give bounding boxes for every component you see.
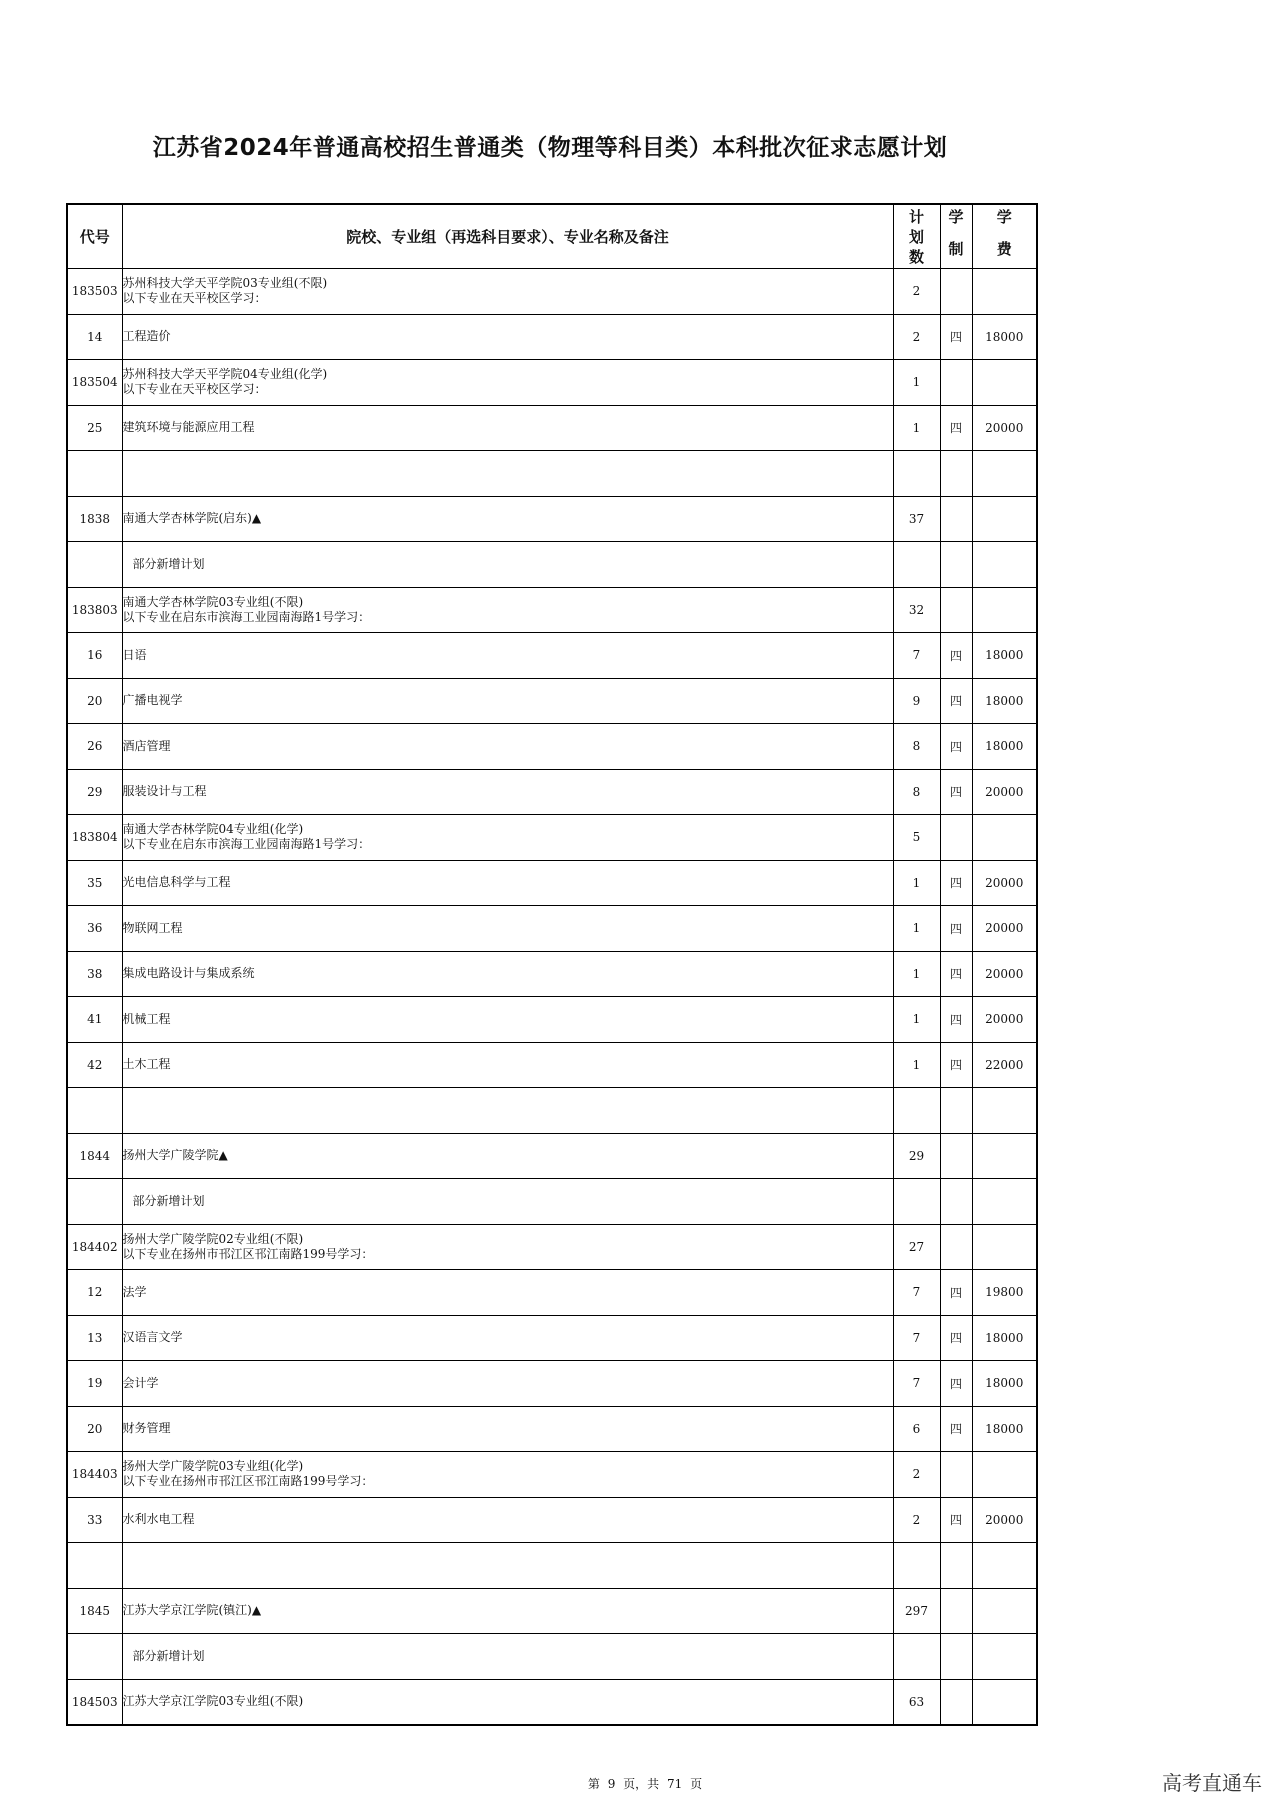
row-tuition-fee: 20000 xyxy=(972,906,1037,952)
row-name-cell xyxy=(122,678,893,724)
row-name-cell xyxy=(122,860,893,906)
row-name-cell xyxy=(122,1315,893,1361)
row-name: 部分新增计划 xyxy=(132,1193,205,1208)
row-name: 土木工程 xyxy=(122,1057,171,1072)
row-name-cell xyxy=(122,1088,893,1134)
row-study-years: 四 xyxy=(940,1497,972,1543)
row-tuition-fee: 22000 xyxy=(972,1042,1037,1088)
table-row xyxy=(67,314,1037,360)
row-name: 扬州大学广陵学院03专业组(化学) xyxy=(122,1459,304,1474)
row-code: 35 xyxy=(67,860,122,906)
row-study-years xyxy=(940,1543,972,1589)
row-study-years: 四 xyxy=(940,724,972,770)
header-fee: 学 费 xyxy=(972,204,1037,269)
row-tuition-fee xyxy=(972,1634,1037,1680)
row-tuition-fee: 19800 xyxy=(972,1270,1037,1316)
row-code: 183804 xyxy=(67,815,122,861)
row-name: 法学 xyxy=(122,1284,147,1299)
row-code xyxy=(67,542,122,588)
table-row xyxy=(67,269,1037,315)
table-row xyxy=(67,1270,1037,1316)
footer-suffix: 页 xyxy=(690,1777,703,1791)
row-code: 29 xyxy=(67,769,122,815)
table-row xyxy=(67,633,1037,679)
row-tuition-fee: 20000 xyxy=(972,769,1037,815)
row-tuition-fee: 20000 xyxy=(972,1497,1037,1543)
row-plan-count xyxy=(893,1179,940,1225)
row-study-years xyxy=(940,1588,972,1634)
row-name: 服装设计与工程 xyxy=(122,784,207,799)
table-row xyxy=(67,815,1037,861)
row-code: 20 xyxy=(67,678,122,724)
row-code: 20 xyxy=(67,1406,122,1452)
row-tuition-fee xyxy=(972,1543,1037,1589)
row-name: 光电信息科学与工程 xyxy=(122,875,231,890)
row-name-cell xyxy=(122,314,893,360)
row-name-cell xyxy=(122,451,893,497)
row-plan-count: 63 xyxy=(893,1679,940,1725)
row-plan-count: 7 xyxy=(893,633,940,679)
row-name: 部分新增计划 xyxy=(132,1648,205,1663)
row-plan-count xyxy=(893,1634,940,1680)
row-name: 南通大学杏林学院(启东)▲ xyxy=(122,511,262,526)
row-name-cell xyxy=(122,1270,893,1316)
row-name: 建筑环境与能源应用工程 xyxy=(122,420,255,435)
row-name-cell xyxy=(122,951,893,997)
row-tuition-fee xyxy=(972,360,1037,406)
row-name-cell xyxy=(122,815,893,861)
row-name-cell xyxy=(122,1588,893,1634)
row-study-years xyxy=(940,269,972,315)
row-name-cell xyxy=(122,405,893,451)
row-study-years: 四 xyxy=(940,1406,972,1452)
row-study-years: 四 xyxy=(940,633,972,679)
row-code: 184402 xyxy=(67,1224,122,1270)
row-plan-count: 7 xyxy=(893,1315,940,1361)
row-name: 机械工程 xyxy=(122,1011,171,1026)
row-code: 33 xyxy=(67,1497,122,1543)
row-name-cell xyxy=(122,496,893,542)
header-plan: 计 划 数 xyxy=(893,204,940,269)
row-code: 16 xyxy=(67,633,122,679)
row-study-years xyxy=(940,542,972,588)
row-code: 183803 xyxy=(67,587,122,633)
table-row xyxy=(67,542,1037,588)
row-plan-count: 1 xyxy=(893,951,940,997)
row-name: 广播电视学 xyxy=(122,693,183,708)
row-plan-count xyxy=(893,451,940,497)
row-study-years: 四 xyxy=(940,1270,972,1316)
row-code: 183504 xyxy=(67,360,122,406)
row-tuition-fee: 18000 xyxy=(972,1406,1037,1452)
row-code xyxy=(67,1179,122,1225)
row-study-years xyxy=(940,1634,972,1680)
row-note: 以下专业在天平校区学习： xyxy=(122,291,267,306)
row-plan-count: 1 xyxy=(893,405,940,451)
row-name: 江苏大学京江学院(镇江)▲ xyxy=(122,1603,262,1618)
watermark: 高考直通车 xyxy=(1162,1771,1262,1795)
table-row xyxy=(67,906,1037,952)
row-code: 183503 xyxy=(67,269,122,315)
row-plan-count: 2 xyxy=(893,1452,940,1498)
row-study-years xyxy=(940,1679,972,1725)
row-name-cell xyxy=(122,1543,893,1589)
row-code xyxy=(67,1543,122,1589)
row-note: 以下专业在启东市滨海工业园南海路1号学习： xyxy=(122,837,371,852)
row-name-cell xyxy=(122,906,893,952)
table-row xyxy=(67,1315,1037,1361)
row-name-cell xyxy=(122,542,893,588)
row-name: 部分新增计划 xyxy=(132,556,205,571)
row-study-years xyxy=(940,1133,972,1179)
row-tuition-fee: 18000 xyxy=(972,724,1037,770)
row-code: 184403 xyxy=(67,1452,122,1498)
table-row xyxy=(67,496,1037,542)
row-code: 1838 xyxy=(67,496,122,542)
row-note: 以下专业在扬州市邗江区邗江南路199号学习： xyxy=(122,1474,374,1489)
table-row xyxy=(67,1133,1037,1179)
table-row xyxy=(67,860,1037,906)
row-plan-count: 1 xyxy=(893,906,940,952)
row-study-years: 四 xyxy=(940,405,972,451)
row-study-years xyxy=(940,496,972,542)
table-row xyxy=(67,951,1037,997)
row-plan-count: 2 xyxy=(893,1497,940,1543)
row-study-years xyxy=(940,360,972,406)
table-row xyxy=(67,1088,1037,1134)
row-name: 日语 xyxy=(122,647,147,662)
row-tuition-fee xyxy=(972,1133,1037,1179)
row-name-cell xyxy=(122,1679,893,1725)
row-plan-count: 32 xyxy=(893,587,940,633)
row-code: 36 xyxy=(67,906,122,952)
table-row xyxy=(67,1042,1037,1088)
table-row xyxy=(67,769,1037,815)
row-tuition-fee xyxy=(972,1679,1037,1725)
row-name: 工程造价 xyxy=(122,329,171,344)
row-plan-count: 1 xyxy=(893,360,940,406)
row-name: 扬州大学广陵学院▲ xyxy=(122,1148,228,1163)
table-row xyxy=(67,1497,1037,1543)
row-name-cell xyxy=(122,1133,893,1179)
row-tuition-fee: 18000 xyxy=(972,1361,1037,1407)
row-tuition-fee xyxy=(972,451,1037,497)
row-plan-count: 5 xyxy=(893,815,940,861)
row-plan-count: 8 xyxy=(893,769,940,815)
row-code: 1845 xyxy=(67,1588,122,1634)
row-plan-count: 1 xyxy=(893,860,940,906)
row-code: 26 xyxy=(67,724,122,770)
row-code: 14 xyxy=(67,314,122,360)
row-note: 以下专业在扬州市邗江区邗江南路199号学习： xyxy=(122,1246,374,1261)
row-tuition-fee: 20000 xyxy=(972,997,1037,1043)
row-plan-count: 1 xyxy=(893,997,940,1043)
row-name-cell xyxy=(122,587,893,633)
footer-middle: 页，共 xyxy=(623,1777,660,1791)
row-plan-count: 7 xyxy=(893,1270,940,1316)
row-name: 水利水电工程 xyxy=(122,1512,195,1527)
table-row xyxy=(67,724,1037,770)
row-study-years: 四 xyxy=(940,860,972,906)
row-plan-count: 27 xyxy=(893,1224,940,1270)
row-tuition-fee: 18000 xyxy=(972,678,1037,724)
table-row xyxy=(67,405,1037,451)
row-name-cell xyxy=(122,1361,893,1407)
row-tuition-fee: 18000 xyxy=(972,1315,1037,1361)
table-row xyxy=(67,997,1037,1043)
row-plan-count: 37 xyxy=(893,496,940,542)
row-study-years: 四 xyxy=(940,314,972,360)
row-plan-count: 2 xyxy=(893,269,940,315)
footer-total-pages: 71 xyxy=(667,1777,683,1791)
table-row xyxy=(67,1679,1037,1725)
table-row xyxy=(67,1179,1037,1225)
row-name-cell xyxy=(122,269,893,315)
table-row xyxy=(67,1543,1037,1589)
table-row xyxy=(67,1588,1037,1634)
row-code xyxy=(67,1088,122,1134)
row-name-cell xyxy=(122,633,893,679)
row-study-years: 四 xyxy=(940,1361,972,1407)
row-study-years: 四 xyxy=(940,678,972,724)
row-tuition-fee: 18000 xyxy=(972,314,1037,360)
row-code: 42 xyxy=(67,1042,122,1088)
row-name: 南通大学杏林学院04专业组(化学) xyxy=(122,822,304,837)
row-study-years xyxy=(940,451,972,497)
row-name: 苏州科技大学天平学院04专业组(化学) xyxy=(122,367,328,382)
row-note: 以下专业在天平校区学习： xyxy=(122,382,267,397)
row-name-cell xyxy=(122,1497,893,1543)
row-plan-count: 7 xyxy=(893,1361,940,1407)
table-row xyxy=(67,1634,1037,1680)
table-row xyxy=(67,678,1037,724)
row-name-cell xyxy=(122,1224,893,1270)
row-name: 扬州大学广陵学院02专业组(不限) xyxy=(122,1231,304,1246)
row-name-cell xyxy=(122,360,893,406)
row-tuition-fee xyxy=(972,1452,1037,1498)
row-name: 江苏大学京江学院03专业组(不限) xyxy=(122,1694,304,1709)
row-name-cell xyxy=(122,1634,893,1680)
row-study-years: 四 xyxy=(940,997,972,1043)
row-name: 南通大学杏林学院03专业组(不限) xyxy=(122,594,304,609)
row-name-cell xyxy=(122,1179,893,1225)
row-tuition-fee xyxy=(972,269,1037,315)
row-tuition-fee: 18000 xyxy=(972,633,1037,679)
row-plan-count: 2 xyxy=(893,314,940,360)
row-tuition-fee xyxy=(972,1588,1037,1634)
row-name: 酒店管理 xyxy=(122,738,171,753)
row-code: 19 xyxy=(67,1361,122,1407)
header-code: 代号 xyxy=(67,204,122,269)
document-title: 江苏省2024年普通高校招生普通类（物理等科目类）本科批次征求志愿计划 xyxy=(152,135,948,161)
row-name: 苏州科技大学天平学院03专业组(不限) xyxy=(122,276,328,291)
row-plan-count: 29 xyxy=(893,1133,940,1179)
row-code: 12 xyxy=(67,1270,122,1316)
footer-prefix: 第 xyxy=(587,1777,600,1791)
footer-page-number: 9 xyxy=(607,1777,616,1791)
row-code xyxy=(67,451,122,497)
row-name: 汉语言文学 xyxy=(122,1330,183,1345)
row-tuition-fee xyxy=(972,1088,1037,1134)
row-study-years xyxy=(940,1179,972,1225)
row-code: 38 xyxy=(67,951,122,997)
row-plan-count: 8 xyxy=(893,724,940,770)
row-tuition-fee xyxy=(972,1224,1037,1270)
row-code: 41 xyxy=(67,997,122,1043)
row-plan-count: 6 xyxy=(893,1406,940,1452)
row-name-cell xyxy=(122,769,893,815)
row-name: 物联网工程 xyxy=(122,920,183,935)
row-tuition-fee: 20000 xyxy=(972,405,1037,451)
row-study-years xyxy=(940,1452,972,1498)
row-tuition-fee xyxy=(972,496,1037,542)
row-plan-count xyxy=(893,542,940,588)
header-system: 学 制 xyxy=(940,204,972,269)
table-body xyxy=(67,269,1037,1726)
row-name-cell xyxy=(122,724,893,770)
row-code: 184503 xyxy=(67,1679,122,1725)
table-row xyxy=(67,1224,1037,1270)
row-study-years: 四 xyxy=(940,1315,972,1361)
table-row xyxy=(67,360,1037,406)
row-code: 13 xyxy=(67,1315,122,1361)
row-study-years xyxy=(940,1224,972,1270)
row-name: 财务管理 xyxy=(122,1421,171,1436)
row-study-years: 四 xyxy=(940,951,972,997)
row-study-years xyxy=(940,587,972,633)
table-row xyxy=(67,1452,1037,1498)
row-study-years: 四 xyxy=(940,769,972,815)
row-plan-count xyxy=(893,1543,940,1589)
row-plan-count: 9 xyxy=(893,678,940,724)
row-plan-count: 297 xyxy=(893,1588,940,1634)
row-study-years xyxy=(940,1088,972,1134)
row-plan-count xyxy=(893,1088,940,1134)
row-code: 1844 xyxy=(67,1133,122,1179)
row-code: 25 xyxy=(67,405,122,451)
row-name-cell xyxy=(122,1452,893,1498)
table-row xyxy=(67,451,1037,497)
row-tuition-fee xyxy=(972,1179,1037,1225)
enrollment-plan-table xyxy=(66,203,1038,1726)
table-row xyxy=(67,587,1037,633)
row-tuition-fee xyxy=(972,587,1037,633)
row-code xyxy=(67,1634,122,1680)
row-study-years: 四 xyxy=(940,906,972,952)
row-name-cell xyxy=(122,1406,893,1452)
row-name-cell xyxy=(122,1042,893,1088)
header-name: 院校、专业组（再选科目要求）、专业名称及备注 xyxy=(122,204,893,269)
row-name-cell xyxy=(122,997,893,1043)
row-study-years xyxy=(940,815,972,861)
page-footer xyxy=(0,1775,1280,1792)
row-tuition-fee: 20000 xyxy=(972,860,1037,906)
row-note: 以下专业在启东市滨海工业园南海路1号学习： xyxy=(122,609,371,624)
row-name: 会计学 xyxy=(122,1375,159,1390)
row-tuition-fee: 20000 xyxy=(972,951,1037,997)
table-row xyxy=(67,1361,1037,1407)
row-tuition-fee xyxy=(972,542,1037,588)
row-name: 集成电路设计与集成系统 xyxy=(122,966,255,981)
row-tuition-fee xyxy=(972,815,1037,861)
row-study-years: 四 xyxy=(940,1042,972,1088)
row-plan-count: 1 xyxy=(893,1042,940,1088)
table-header-row xyxy=(67,204,1037,269)
table-row xyxy=(67,1406,1037,1452)
